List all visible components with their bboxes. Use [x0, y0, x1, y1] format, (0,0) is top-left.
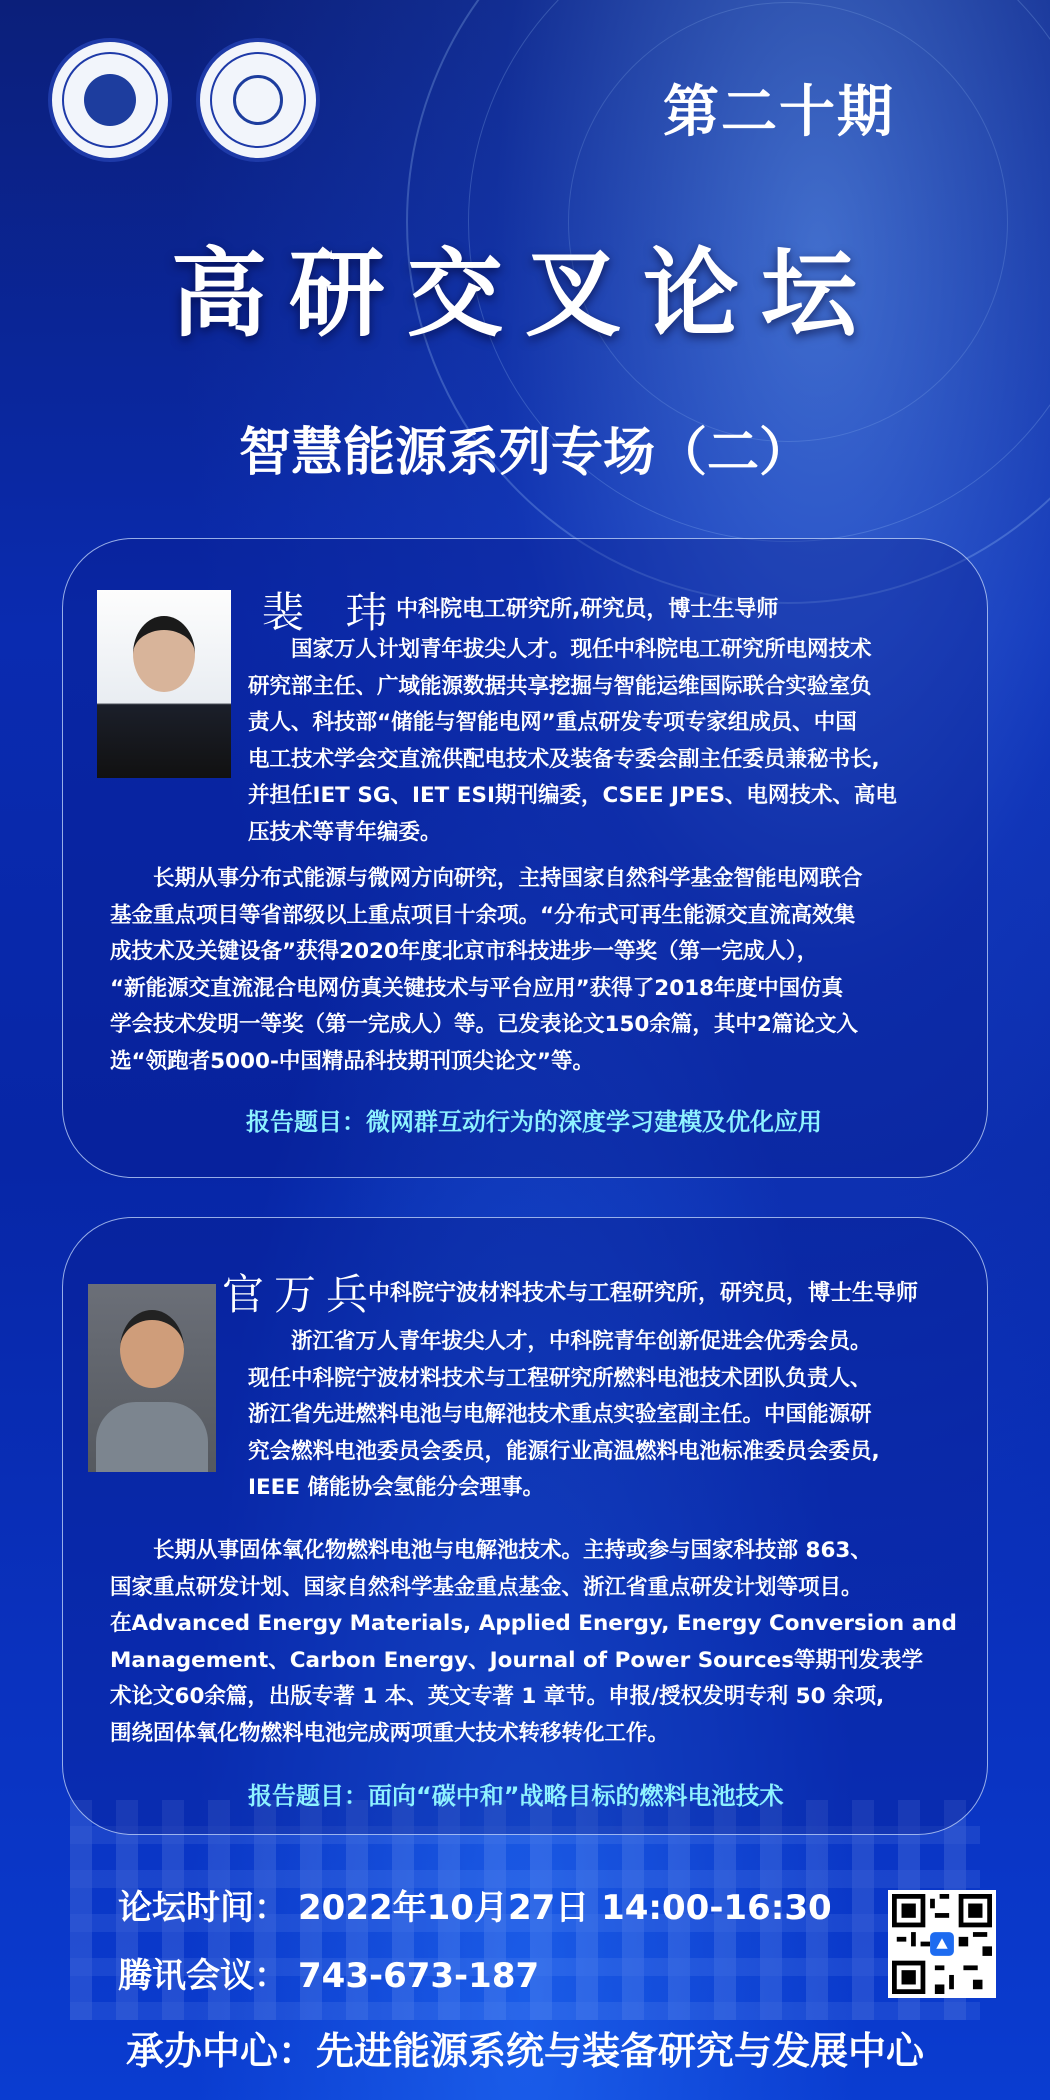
speaker2-photo — [88, 1284, 216, 1472]
research-line: 长期从事分布式能源与微网方向研究，主持国家自然科学基金智能电网联合 — [153, 866, 863, 891]
forum-time-label: 论坛时间： — [118, 1888, 288, 1928]
host-organizer: 承办中心：先进能源系统与装备研究与发展中心 — [125, 2029, 924, 2073]
bio-line: 究会燃料电池委员会委员，能源行业高温燃料电池标准委员会委员, — [248, 1438, 880, 1464]
research-line: 国家重点研发计划、国家自然科学基金重点基金、浙江省重点研发计划等项目。 — [110, 1574, 863, 1600]
research-line: 在Advanced Energy Materials, Applied Energy, Energy Conversion and — [110, 1611, 957, 1636]
speaker1-bio — [248, 632, 970, 851]
research-line: 选“领跑者5000-中国精品科技期刊顶尖论文”等。 — [110, 1048, 595, 1074]
speaker2-affiliation: 中科院宁波材料技术与工程研究所，研究员，博士生导师 — [368, 1281, 919, 1306]
forum-time — [118, 1880, 832, 1929]
bio-line: 国家万人计划青年拔尖人才。现任中科院电工研究所电网技术 — [291, 637, 872, 662]
issue-number: 第二十期 — [663, 80, 895, 145]
tencent-meeting — [118, 1948, 539, 1997]
speaker1-research — [110, 861, 970, 1080]
bio-line: 浙江省万人青年拔尖人才，中科院青年创新促进会优秀会员。 — [291, 1329, 872, 1354]
session-subtitle: 智慧能源系列专场（二） — [238, 423, 811, 483]
bio-line: 浙江省先进燃料电池与电解池技术重点实验室副主任。中国能源研 — [248, 1402, 872, 1427]
forum-title: 高研交叉论坛 — [171, 238, 879, 350]
speaker2-report-title: 报告题目：面向“碳中和”战略目标的燃料电池技术 — [248, 1782, 784, 1810]
portrait-head — [133, 616, 195, 692]
meeting-id: 743-673-187 — [298, 1956, 540, 1996]
forum-time-value: 2022年10月27日 14:00-16:30 — [298, 1888, 832, 1928]
research-line: 长期从事固体氧化物燃料电池与电解池技术。主持或参与国家科技部 863、 — [153, 1538, 872, 1563]
portrait-body — [96, 1402, 208, 1472]
research-line: 学会技术发明一等奖（第一完成人）等。已发表论文150余篇，其中2篇论文入 — [110, 1012, 858, 1037]
portrait-head — [120, 1310, 184, 1388]
research-line: 基金重点项目等省部级以上重点项目十余项。“分布式可再生能源交直流高效集 — [110, 902, 856, 928]
bio-line: 现任中科院宁波材料技术与工程研究所燃料电池技术团队负责人、 — [248, 1365, 872, 1391]
meeting-label: 腾讯会议： — [118, 1956, 288, 1996]
bio-line: 研究部主任、广域能源数据共享挖掘与智能运维国际联合实验室负 — [248, 673, 872, 699]
speaker1-report-title: 报告题目：微网群互动行为的深度学习建模及优化应用 — [246, 1108, 822, 1136]
speaker2-bio — [248, 1324, 978, 1507]
atom-icon — [233, 75, 283, 125]
bio-line: 并担任IET SG、IET ESI期刊编委，CSEE JPES、电网技术、高电 — [248, 783, 897, 808]
bio-line: 压技术等青年编委。 — [248, 819, 442, 845]
bio-line: 电工技术学会交直流供配电技术及装备专委会副主任委员兼秘书长, — [248, 746, 880, 772]
science-forum-logo — [196, 38, 320, 162]
institute-logo — [48, 38, 172, 162]
qr-code-icon — [892, 1894, 992, 1994]
research-line: “新能源交直流混合电网仿真关键技术与平台应用”获得了2018年度中国仿真 — [110, 975, 844, 1001]
bio-line: 责人、科技部“储能与智能电网”重点研发专项专家组成员、中国 — [248, 710, 857, 735]
research-line: 成技术及关键设备”获得2020年度北京市科技进步一等奖（第一完成人）， — [110, 939, 819, 964]
speaker1-photo — [97, 590, 231, 778]
speaker1-affiliation: 中科院电工研究所,研究员，博士生导师 — [396, 597, 779, 622]
research-line: Management、Carbon Energy、Journal of Power Sources等期刊发表学 — [110, 1647, 923, 1673]
speaker2-name: 官万兵 — [222, 1270, 379, 1319]
flower-icon — [84, 74, 136, 126]
research-line: 围绕固体氧化物燃料电池完成两项重大技术转移转化工作。 — [110, 1720, 670, 1746]
research-line: 术论文60余篇，出版专著 1 本、英文专著 1 章节。申报/授权发明专利 50 余项, — [110, 1684, 885, 1709]
speaker1-name: 裴 玮 — [262, 588, 402, 637]
bio-line: IEEE 储能协会氢能分会理事。 — [248, 1475, 545, 1500]
speaker2-research — [110, 1533, 980, 1752]
qr-code[interactable] — [888, 1890, 996, 1998]
